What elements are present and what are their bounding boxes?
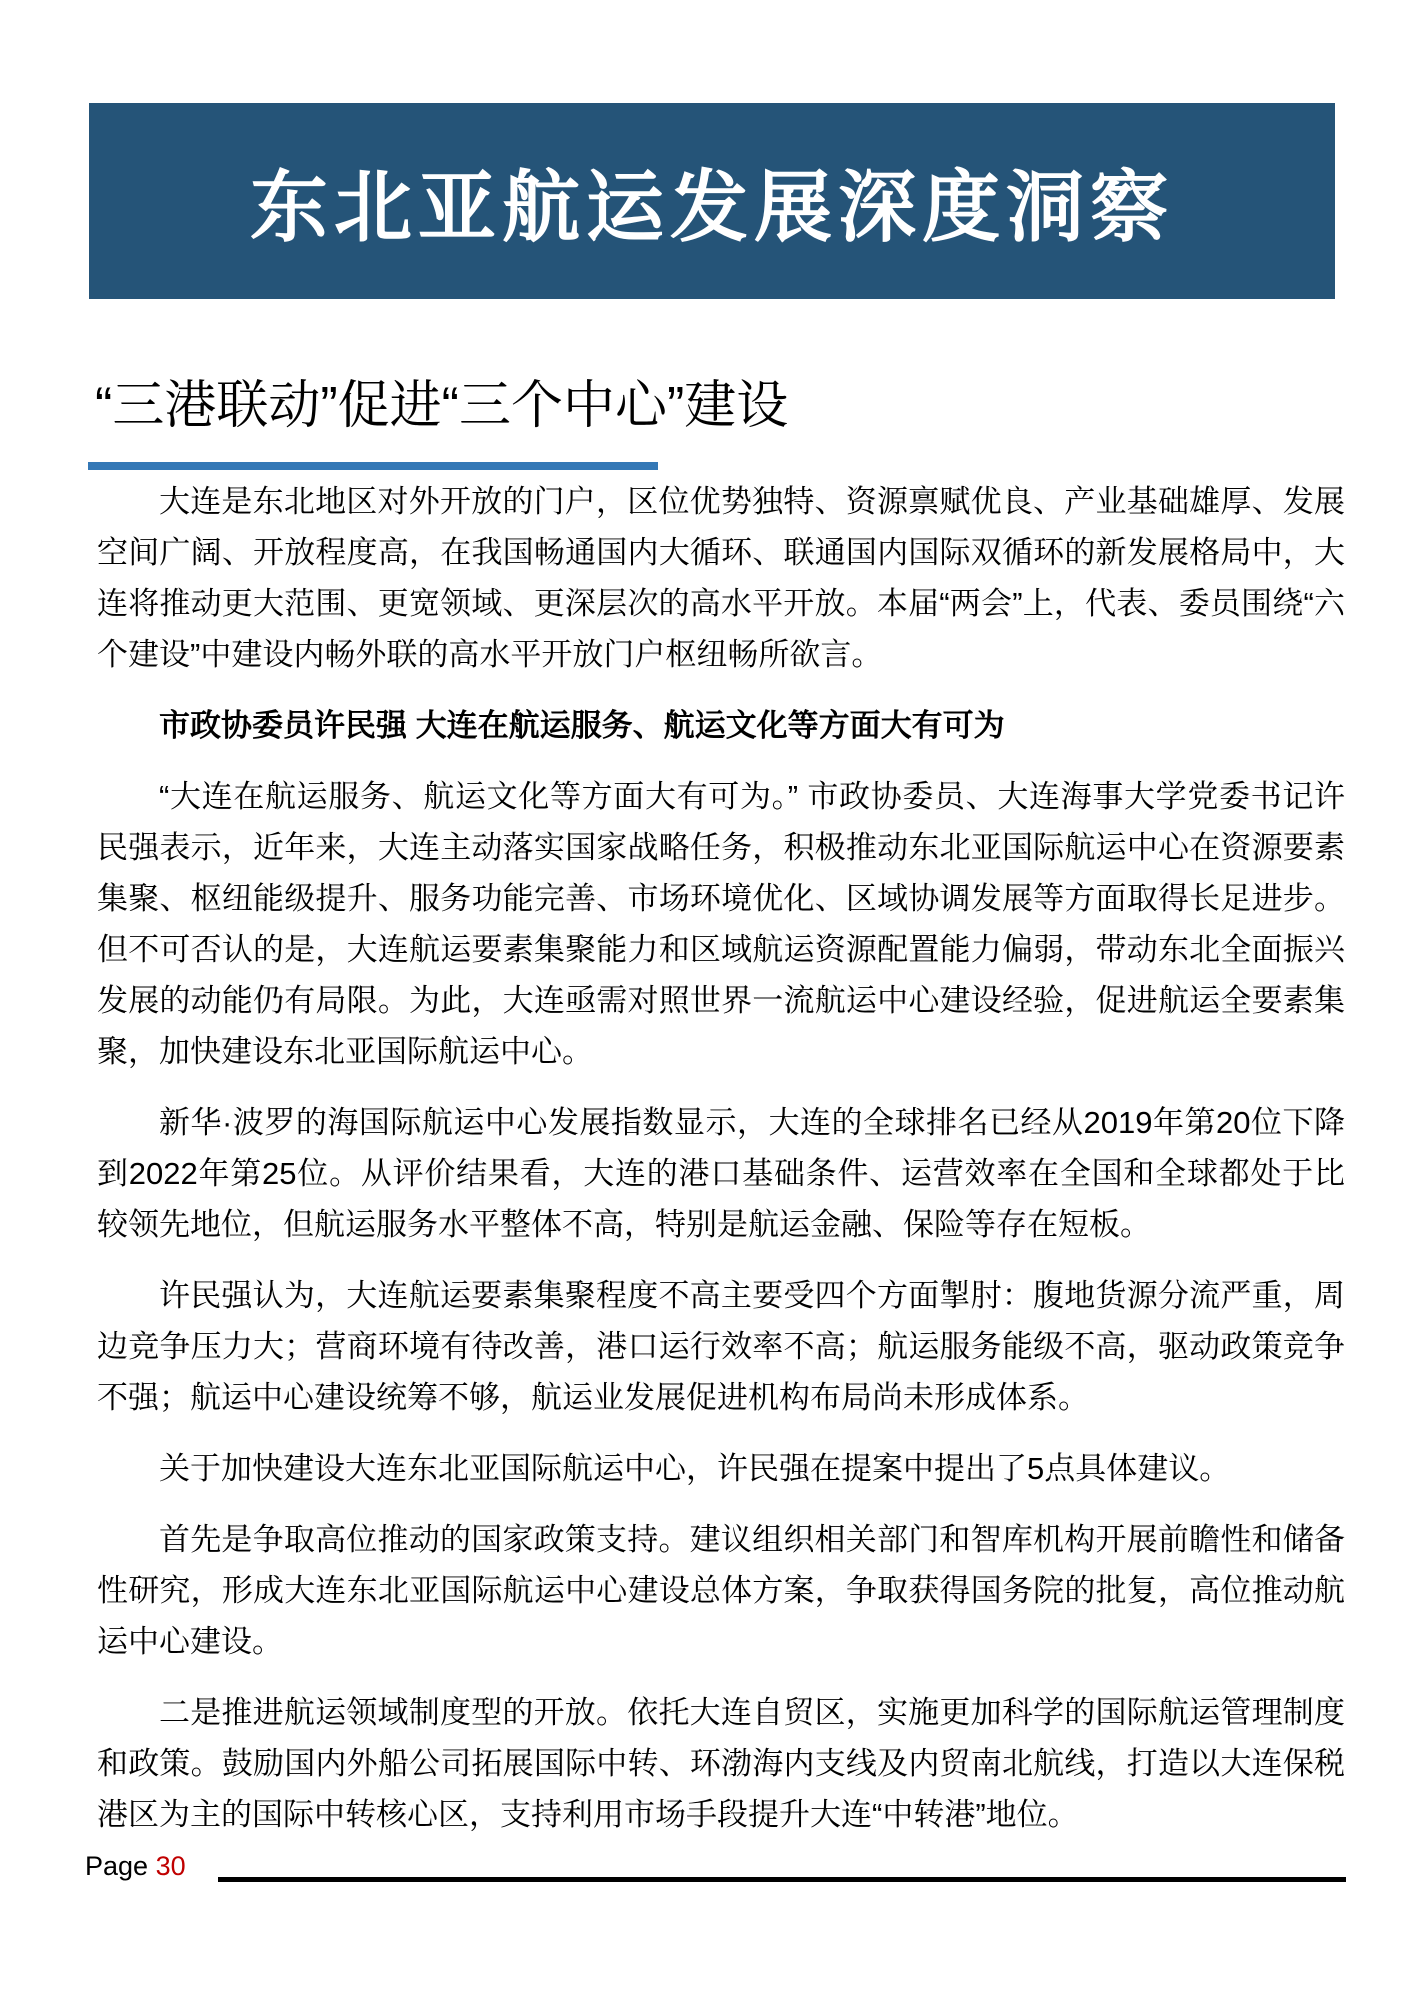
heading-underline [88, 462, 658, 470]
paragraph-suggestion-one: 首先是争取高位推动的国家政策支持。建议组织相关部门和智库机构开展前瞻性和储备性研究，形成大连东北亚国际航运中心建设总体方案，争取获得国务院的批复，高位推动航运中心建设。 [97, 1522, 1345, 1659]
paragraph-intro: 大连是东北地区对外开放的门户，区位优势独特、资源禀赋优良、产业基础雄厚、发展空间广阔、开放程度高，在我国畅通国内大循环、联通国内国际双循环的新发展格局中，大连将推动更大范围、更宽领域、更深层次的高水平开放。本届“两会”上，代表、委员围绕“六个建设”中建设内畅外联的高水平开放门户枢纽畅所欲言。 [97, 484, 1345, 672]
paragraph-suggestion-two: 二是推进航运领域制度型的开放。依托大连自贸区，实施更加科学的国际航运管理制度和政策。鼓励国内外船公司拓展国际中转、环渤海内支线及内贸南北航线，打造以大连保税港区为主的国际中转核心区，支持利用市场手段提升大连“中转港”地位。 [97, 1695, 1345, 1832]
paragraph-index-ranking: 新华·波罗的海国际航运中心发展指数显示，大连的全球排名已经从2019年第20位下降到2022年第25位。从评价结果看，大连的港口基础条件、运营效率在全国和全球都处于比较领先地位，但航运服务水平整体不高，特别是航运金融、保险等存在短板。 [97, 1105, 1345, 1242]
paragraph-five-suggestions: 关于加快建设大连东北亚国际航运中心，许民强在提案中提出了5点具体建议。 [159, 1451, 1231, 1486]
article-body [97, 476, 1345, 1860]
section-heading: “三港联动”促进“三个中心”建设 [95, 377, 789, 435]
paragraph-four-constraints: 许民强认为，大连航运要素集聚程度不高主要受四个方面掣肘：腹地货源分流严重，周边竞争压力大；营商环境有待改善，港口运行效率不高；航运服务能级不高，驱动政策竞争不强；航运中心建设统筹不够，航运业发展促进机构布局尚未形成体系。 [97, 1278, 1345, 1415]
subheading-committee-member: 市政协委员许民强 大连在航运服务、航运文化等方面大有可为 [159, 708, 1005, 743]
page-indicator [85, 1851, 186, 1881]
footer-rule [218, 1877, 1346, 1882]
page-number: 30 [155, 1851, 186, 1881]
paragraph-quote-xuminqiang: “大连在航运服务、航运文化等方面大有可为。” 市政协委员、大连海事大学党委书记许民强表示，近年来，大连主动落实国家战略任务，积极推动东北亚国际航运中心在资源要素集聚、枢纽能级提升、服务功能完善、市场环境优化、区域协调发展等方面取得长足进步。但不可否认的是，大连航运要素集聚能力和区域航运资源配置能力偏弱，带动东北全面振兴发展的动能仍有局限。为此，大连亟需对照世界一流航运中心建设经验，促进航运全要素集聚，加快建设东北亚国际航运中心。 [97, 779, 1345, 1069]
page-label: Page [85, 1851, 149, 1881]
report-title: 东北亚航运发展深度洞察 [249, 163, 1174, 251]
report-banner [89, 103, 1335, 299]
